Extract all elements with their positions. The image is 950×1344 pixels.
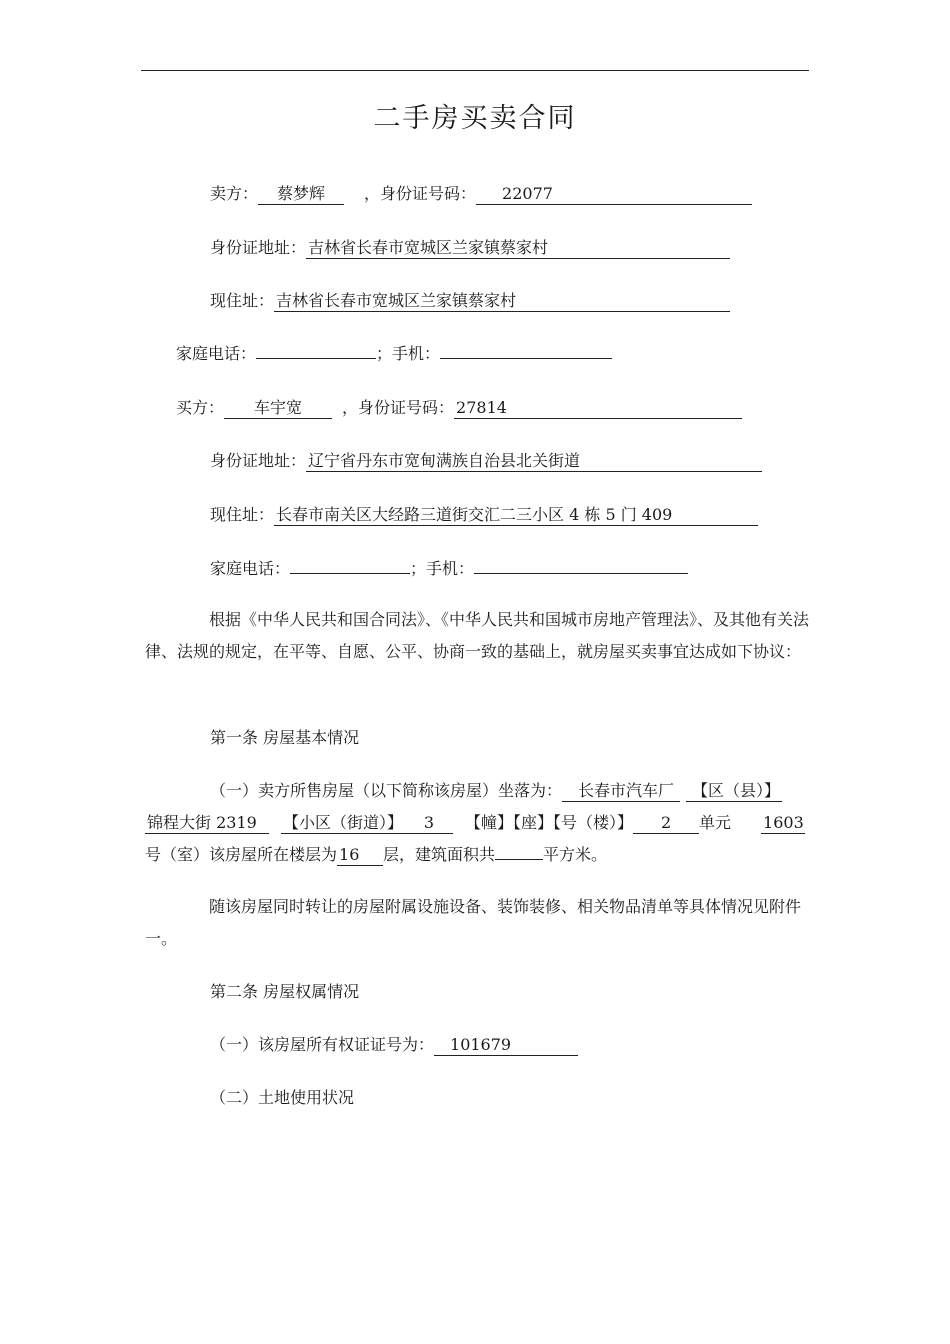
seller-phone-blank bbox=[256, 358, 376, 359]
buyer-phone-blank bbox=[290, 573, 410, 574]
ownership-cert-label: （一）该房屋所有权证证号为： bbox=[210, 1035, 435, 1054]
buyer-current-address-label: 现住址： bbox=[210, 505, 275, 524]
district-bracket: 【区（县）】 bbox=[686, 781, 782, 802]
seller-id-number: 22077 bbox=[476, 184, 752, 205]
seller-id-address: 吉林省长春市宽城区兰家镇蔡家村 bbox=[306, 238, 730, 259]
buyer-mobile-label: ；手机： bbox=[410, 559, 475, 578]
location-intro: （一）卖方所售房屋（以下简称该房屋）坐落为： bbox=[210, 781, 563, 800]
floor-number: 16 bbox=[337, 845, 383, 866]
building-bracket: 【幢】【座】【号（楼）】 bbox=[465, 813, 634, 832]
article1-heading: 第一条 房屋基本情况 bbox=[210, 728, 360, 747]
seller-current-address-line bbox=[210, 290, 730, 312]
buyer-mobile-blank bbox=[474, 573, 688, 574]
area-blank bbox=[495, 859, 543, 860]
buyer-id-label: ，身份证号码： bbox=[342, 398, 455, 417]
unit-number: 2 bbox=[633, 813, 699, 834]
article2-heading: 第二条 房屋权属情况 bbox=[210, 982, 360, 1001]
buyer-phone-label: 家庭电话： bbox=[210, 559, 291, 578]
seller-id-address-label: 身份证地址： bbox=[210, 238, 307, 257]
buyer-id-address-line bbox=[210, 450, 762, 472]
top-rule bbox=[141, 70, 809, 71]
community-bracket: 【小区（街道）】 bbox=[283, 813, 404, 832]
buyer-current-address: 长春市南关区大经路三道街交汇二三小区 4 栋 5 门 409 bbox=[274, 505, 758, 526]
buyer-id-address-label: 身份证地址： bbox=[210, 451, 307, 470]
seller-line bbox=[210, 183, 752, 205]
unit-label: 单元 bbox=[699, 813, 732, 832]
building-number: 3 bbox=[405, 813, 453, 834]
seller-label: 卖方： bbox=[210, 184, 259, 203]
land-use-heading: （二）土地使用状况 bbox=[210, 1088, 355, 1107]
location-city: 长春市汽车厂 bbox=[562, 781, 680, 802]
article1-location-line2 bbox=[145, 812, 805, 834]
preamble-paragraph: 根据《中华人民共和国合同法》、《中华人民共和国城市房地产管理法》、及其他有关法律、法规的规定，在平等、自愿、公平、协商一致的基础上，就房屋买卖事宜达成如下协议： bbox=[145, 610, 810, 661]
location-street: 锦程大街 2319 bbox=[145, 813, 269, 834]
seller-phone-label: 家庭电话： bbox=[176, 344, 257, 363]
article1-location-line1 bbox=[210, 780, 782, 802]
ownership-cert-number: 101679 bbox=[434, 1035, 578, 1056]
buyer-id-address: 辽宁省丹东市宽甸满族自治县北关街道 bbox=[306, 451, 762, 472]
buyer-label: 买方： bbox=[176, 398, 225, 417]
buyer-name: 车宇宽 bbox=[224, 398, 332, 419]
buyer-phone-line bbox=[210, 558, 688, 580]
seller-id-label: ，身份证号码： bbox=[364, 184, 477, 203]
seller-id-address-line bbox=[210, 237, 730, 259]
seller-current-address-label: 现住址： bbox=[210, 291, 275, 310]
seller-current-address: 吉林省长春市宽城区兰家镇蔡家村 bbox=[274, 291, 730, 312]
attachment-paragraph: 随该房屋同时转让的房屋附属设施设备、装饰装修、相关物品清单等具体情况见附件一。 bbox=[145, 897, 802, 948]
seller-mobile-label: ；手机： bbox=[376, 344, 441, 363]
article1-location-line3 bbox=[145, 844, 607, 866]
seller-mobile-blank bbox=[440, 358, 612, 359]
floor-intro: 号（室）该房屋所在楼层为 bbox=[145, 845, 338, 864]
area-intro: 层，建筑面积共 bbox=[383, 845, 496, 864]
buyer-line bbox=[176, 397, 742, 419]
seller-name: 蔡梦辉 bbox=[258, 184, 344, 205]
buyer-id-number: 27814 bbox=[454, 398, 742, 419]
buyer-current-address-line bbox=[210, 504, 758, 526]
ownership-cert-line bbox=[210, 1034, 578, 1056]
document-title: 二手房买卖合同 bbox=[373, 103, 577, 134]
area-unit: 平方米。 bbox=[543, 845, 608, 864]
room-number: 1603 bbox=[763, 813, 804, 832]
seller-phone-line bbox=[176, 343, 612, 365]
